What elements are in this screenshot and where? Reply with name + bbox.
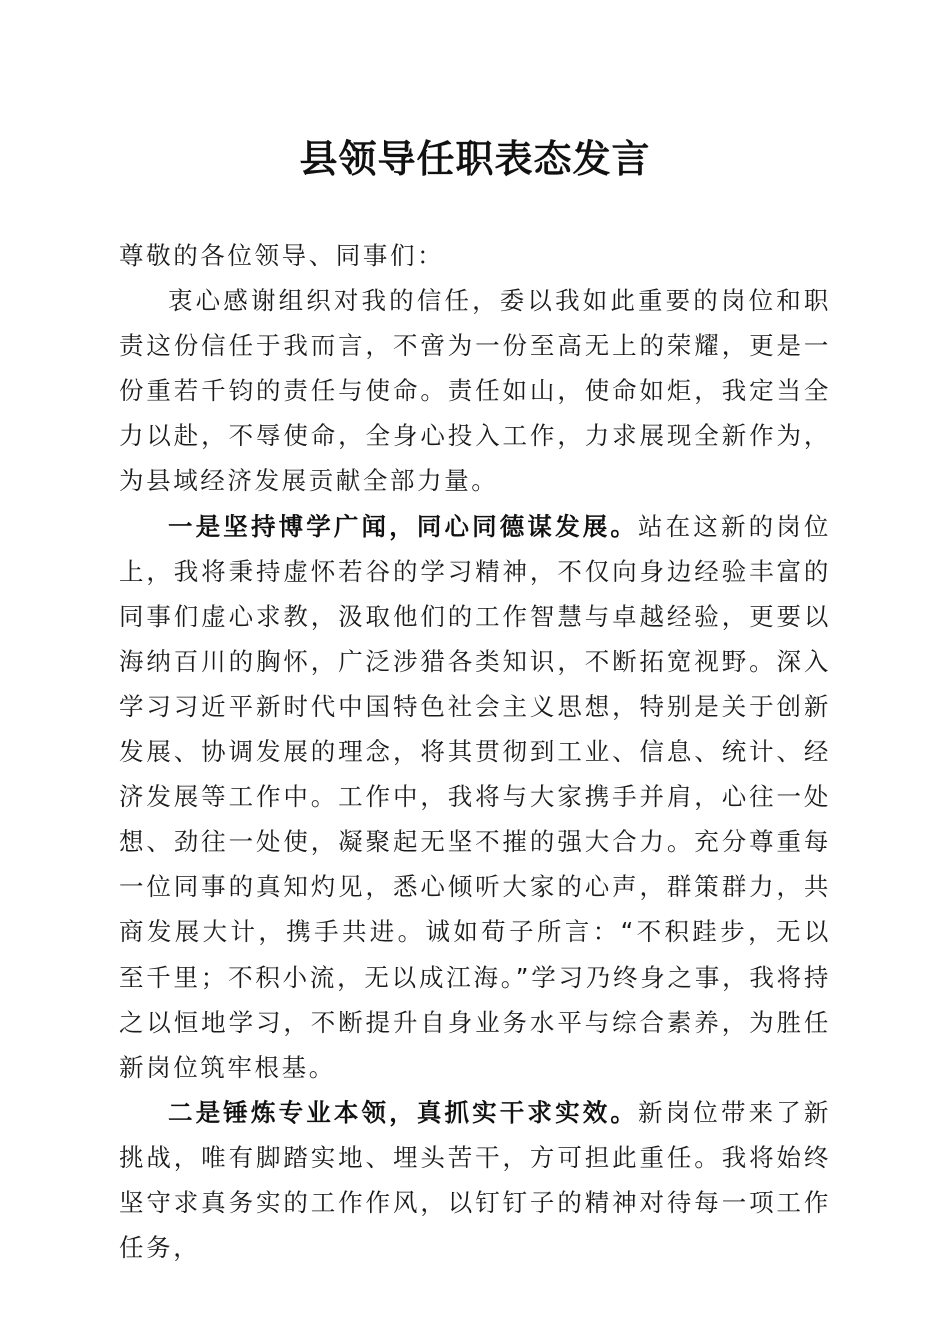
point-two-lead: 二是锤炼专业本领，真抓实干求实效。 bbox=[168, 1097, 639, 1127]
point-one-text: 站在这新的岗位上，我将秉持虚怀若谷的学习精神，不仅向身边经验丰富的同事们虚心求教，汲取他们的工作智慧与卓越经验，更要以海纳百川的胸怀，广泛涉猎各类知识，不断拓宽视野。深入学习习近平新时代中国特色社会主义思想，特别是关于创新发展、协调发展的理念，将其贯彻到工业、信息、统计、经济发展等工作中。工作中，我将与大家携手并肩，心往一处想、劲往一处使，凝聚起无坚不摧的强大合力。充分尊重每一位同事的真知灼见，悉心倾听大家的心声，群策群力，共商发展大计，携手共进。诚如荀子所言：“不积跬步，无以至千里；不积小流，无以成江海。”学习乃终身之事，我将持之以恒地学习，不断提升自身业务水平与综合素养，为胜任新岗位筑牢根基。 bbox=[119, 511, 832, 1082]
point-two-text: 新岗位带来了新挑战，唯有脚踏实地、埋头苦干，方可担此重任。我将始终坚守求真务实的工作作风，以钉钉子的精神对待每一项工作任务， bbox=[119, 1097, 832, 1263]
document-body bbox=[119, 233, 831, 1270]
intro-paragraph: 衷心感谢组织对我的信任，委以我如此重要的岗位和职责这份信任于我而言，不啻为一份至高无上的荣耀，更是一份重若千钧的责任与使命。责任如山，使命如炬，我定当全力以赴，不辱使命，全身心投入工作，力求展现全新作为，为县域经济发展贡献全部力量。 bbox=[119, 286, 831, 496]
point-two-paragraph bbox=[119, 1090, 831, 1270]
document-title: 县领导任职表态发言 bbox=[299, 136, 651, 181]
point-one-paragraph bbox=[119, 504, 831, 1090]
point-one-lead: 一是坚持博学广闻，同心同德谋发展。 bbox=[168, 511, 639, 541]
salutation: 尊敬的各位领导、同事们： bbox=[119, 241, 445, 270]
